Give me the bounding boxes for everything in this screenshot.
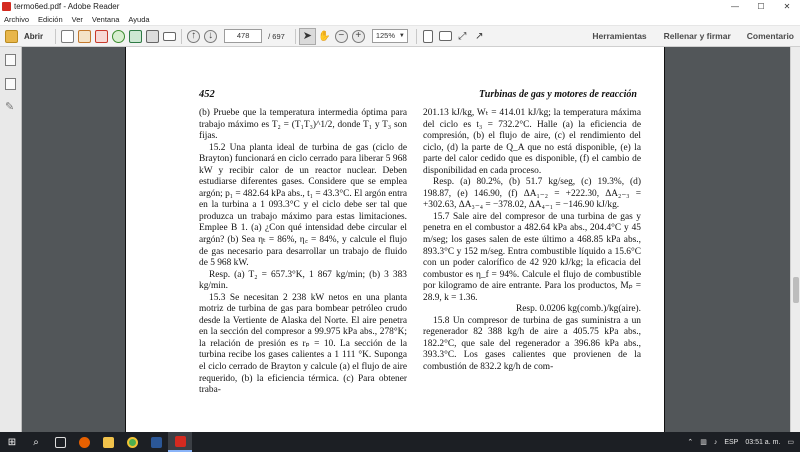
page-total: / 697 [268, 31, 285, 41]
chevron-up-icon[interactable]: ⌃ [687, 439, 694, 446]
paragraph: 15.2 Una planta ideal de turbina de gas (ciclo de Brayton) funcionará en ciclo cerrado para liberar 5 968 kW y recibir calor de un reactor nuclear. Deben estudiarse diferentes gases. Considere que se emplea argón; p₁ = 482.64 kPa abs., t₁ = 43.3°C. El argón entra en la turbina a 1 093.3°C y el ciclo debe ser tal que produzca un trabajo máximo para estas limitaciones. Emplee B 1. (a) ¿Con qué intensidad debe circular el argón? (b) Sea ηₜ = 86%, η꜀ = 84%, y calcule el flujo de gas necesario para desarrollar un trabajo de fluido de 5 968 kW. [199, 142, 407, 269]
task-view-button[interactable] [48, 432, 72, 452]
toolbar-options-button[interactable] [471, 28, 488, 45]
paragraph: 201.13 kJ/kg, Wₜ = 414.01 kJ/kg; la temperatura máxima del ciclo es t₃ = 732.2°C. Halle (a) la eficiencia de compresión, (b) el flujo de aire, (c) el rendimiento del ciclo, (d) la parte de Q_A que no está disponible, (e) la parte del calor cedido que es disponible, (f) el cambio de disponibilidad en cada proceso. [423, 108, 641, 176]
input-language[interactable]: ESP [724, 438, 739, 446]
vertical-scrollbar[interactable] [790, 47, 800, 432]
comment-tab[interactable]: Comentario [746, 31, 794, 41]
right-column [423, 108, 641, 374]
navigation-panel [0, 47, 22, 432]
fit-width-icon [439, 31, 452, 41]
network-icon[interactable]: ▥ [700, 439, 707, 446]
zoom-out-button[interactable] [333, 28, 350, 45]
open-label: Abrir [24, 31, 44, 41]
page-number: 452 [199, 89, 215, 100]
menu-archivo[interactable]: Archivo [4, 14, 30, 24]
window-title: termo6ed.pdf - Adobe Reader [14, 2, 120, 11]
maximize-button[interactable]: ☐ [757, 2, 765, 11]
taskbar-explorer[interactable] [96, 432, 120, 452]
folder-icon [103, 437, 114, 448]
select-tool-button[interactable] [299, 28, 316, 45]
edit-pdf-button[interactable] [76, 28, 93, 45]
paragraph: Resp. (a) T₂ = 657.3°K, 1 867 kg/min; (b) 3 383 kg/min. [199, 269, 407, 292]
open-button[interactable] [5, 28, 43, 45]
menu-edicion[interactable]: Edición [38, 14, 63, 24]
envelope-icon [163, 32, 176, 41]
print-button[interactable] [144, 28, 161, 45]
minimize-button[interactable]: — [731, 2, 739, 11]
paragraph: Resp. 0.0206 kg(comb.)/kg(aire). [516, 304, 641, 315]
paragraph: 15.8 Un compresor de turbina de gas suministra a un regenerador 82 388 kg/h de aire a 405.75 kPa abs., 182.2°C, que sale del regenerador a 396.86 kPa abs., 393.3°C. Los gases calientes que provienen de la combustión de 832.2 kg/h de com- [423, 315, 641, 373]
close-button[interactable]: ✕ [783, 2, 791, 11]
firefox-icon [79, 437, 90, 448]
paragraph: (b) Pruebe que la temperatura intermedia óptima para trabajo máximo es T₂ = (T₁T₃)^1/2, donde T₁ y T₃ son fijas. [199, 108, 407, 142]
page-thumbnails-icon[interactable] [5, 54, 16, 66]
chevron-down-icon: ▼ [398, 33, 405, 39]
title-bar [0, 0, 800, 13]
cloud-upload-button[interactable] [110, 28, 127, 45]
taskbar-chrome[interactable] [120, 432, 144, 452]
system-tray [680, 438, 800, 446]
task-view-icon [55, 437, 66, 448]
menu-ventana[interactable]: Ventana [91, 14, 120, 24]
arrow-down-icon: ↓ [204, 30, 217, 43]
notifications-icon[interactable]: ▭ [787, 439, 794, 446]
folder-icon [5, 30, 18, 43]
taskbar [0, 432, 800, 452]
create-pdf-button[interactable] [59, 28, 76, 45]
volume-icon[interactable]: ♪ [713, 438, 718, 446]
read-mode-button[interactable] [454, 28, 471, 45]
arrow-up-icon: ↑ [187, 30, 200, 43]
adobe-reader-icon [175, 436, 186, 447]
taskbar-firefox[interactable] [72, 432, 96, 452]
minus-icon: − [335, 30, 348, 43]
fit-page-button[interactable] [420, 28, 437, 45]
cloud-upload-icon [112, 30, 125, 43]
search-button[interactable] [24, 432, 48, 452]
signature-icon[interactable]: ✎ [5, 101, 15, 113]
paragraph: 15.7 Sale aire del compresor de una turbina de gas y penetra en el combustor a 482.64 kPa abs., 204.4°C y 45 m/seg; los gases salen de este último a 468.85 kPa abs., 893.3°C y 152 m/seg. Entra combustible líquido a 15.6°C con un poder calorífico de 42 920 kJ/kg; la eficacia del combustor es η_f = 94%. Calcule el flujo de combustible por kilogramo de aire entrante. Para los productos, Mₚ = 28.9, k = 1.36. [423, 211, 641, 303]
taskbar-adobe-reader[interactable] [168, 432, 192, 452]
paragraph: Resp. (a) 80.2%, (b) 51.7 kg/seg, (c) 19.3%, (d) 198.87, (e) 146.90, (f) ΔA₁₋₂ = +222.30, ΔA₂₋₃ = +302.63, ΔA₃₋₄ = −378.02, ΔA₄₋₁ = −146.90 kJ/kg. [423, 177, 641, 211]
chrome-icon [127, 437, 138, 448]
zoom-value: 125% [375, 31, 395, 40]
search-icon: ⌕ [33, 436, 39, 448]
menu-ayuda[interactable]: Ayuda [128, 14, 150, 24]
printer-icon [146, 30, 159, 43]
start-button[interactable] [0, 432, 24, 452]
fit-width-button[interactable] [437, 28, 454, 45]
left-column [199, 108, 407, 397]
plus-icon: + [352, 30, 365, 43]
scrollbar-thumb[interactable] [793, 277, 799, 303]
send-file-button[interactable] [127, 28, 144, 45]
page-number-input[interactable]: 478 [224, 29, 262, 43]
fit-page-icon [423, 30, 433, 43]
document-viewer[interactable] [22, 47, 790, 432]
arrow-right-icon: ↗ [475, 30, 484, 42]
attachments-icon[interactable] [5, 78, 16, 90]
create-pdf-icon [61, 30, 74, 43]
fill-sign-tab[interactable]: Rellenar y firmar [663, 31, 731, 41]
cursor-icon: ➤ [302, 29, 312, 42]
hand-icon: ✋ [318, 30, 331, 42]
hand-tool-button[interactable] [316, 28, 333, 45]
taskbar-word[interactable] [144, 432, 168, 452]
windows-icon: ⊞ [7, 436, 17, 448]
adobe-reader-icon [2, 2, 11, 11]
expand-icon: ⤢ [458, 30, 467, 42]
previous-page-button[interactable] [185, 28, 202, 45]
paragraph: 15.3 Se necesitan 2 238 kW netos en una planta motriz de turbina de gas para bombear petróleo crudo desde la Vertiente de Alaska del Norte. El aire penetra en la sección del compresor a 99.975 kPa abs., 278°K; la relación de presión es rₚ = 10. La sección de la turbina recibe los gases calientes a 1 111 °K. Suponga el ciclo cerrado de Brayton y calcule (a) el flujo de aire requerido, (b) la eficiencia térmica. (c) Para obtener traba- [199, 292, 407, 396]
menu-ver[interactable]: Ver [71, 14, 83, 24]
email-button[interactable] [161, 28, 178, 45]
tools-tab[interactable]: Herramientas [592, 31, 647, 41]
zoom-select[interactable] [372, 29, 408, 43]
export-pdf-icon [95, 30, 108, 43]
running-header: Turbinas de gas y motores de reacción [479, 89, 637, 100]
send-file-icon [129, 30, 142, 43]
toolbar [0, 26, 800, 47]
menu-bar [0, 13, 800, 26]
clock[interactable]: 03:51 a. m. [745, 438, 781, 446]
export-pdf-button[interactable] [93, 28, 110, 45]
word-icon [151, 437, 162, 448]
next-page-button[interactable] [202, 28, 219, 45]
pdf-page [125, 47, 665, 432]
edit-pdf-icon [78, 30, 91, 43]
zoom-in-button[interactable] [350, 28, 367, 45]
